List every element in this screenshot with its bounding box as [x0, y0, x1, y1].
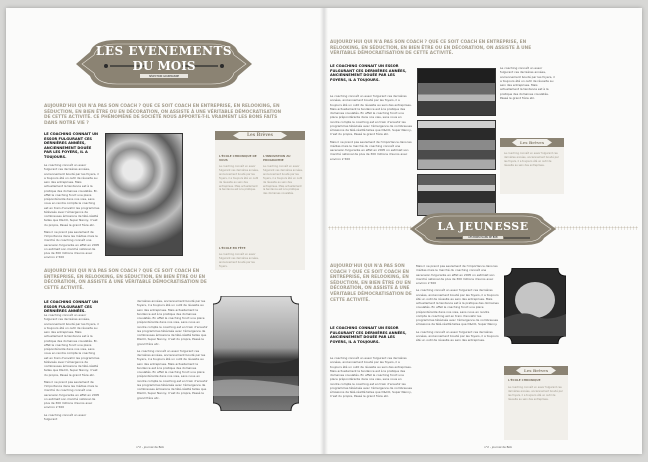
- right-col2-paragraph: Le coaching connaît un essor fulgurant ces dernières années, anciennement boudé par les foyers, il a toujours été un outil de réussite au sein des entreprises.: [416, 329, 499, 342]
- article3-body: [137, 299, 209, 403]
- article2-intro: LE COACHING CONNAIT UN ESSOR FULGURANT CES DERNIÈRES ANNÉES.: [44, 300, 99, 314]
- right-col2-paragraph: Le coaching connaît un essor fulgurant ces dernières années, anciennement boudé par les foyers, il a toujours été un outil de réussite au sein des entreprises. Mais actuellement la tendance est à la pratique des domaines couslatés. En effet le coaching fonct une place prépondérante dans nos vies, sans nous en rendre compte le coaching est en train d'envahir les programmes télévisés avec l'émergence de nombreuses émissions de télé-réalité telles que D&CO, Super Nanny.: [416, 288, 499, 327]
- breves-col2-text: Le coaching connaît un essor fulgurant ces dernières années, anciennement boudé par les foyers, il a toujours été un outil de réussite au sein des entreprises. Mais actuellement la tendance est à la pratique des domaines couslatés.: [263, 165, 303, 196]
- breves-col1-head2: L'ÉCOLE EN FÊTE: [219, 246, 246, 250]
- forest-photo: [504, 268, 566, 344]
- banner-dots-left: [328, 226, 412, 230]
- right-article1-paragraph: Le coaching connaît un essor fulgurant ces dernières années, anciennement boudé par les foyers, il a toujours été un outil de réussite au sein des entreprises. Mais actuellement la tendance est à la pratique des domaines couslatés. En effet le coaching fonct une place prépondérante dans nos vies, sans nous en rendre compte le coaching est en train d'envahir les programmes télévisés avec l'émergence de nombreuses émissions de télé-réalité telles que D&CO, Super Nanny, C'est du propre, Passé le grand frère etc.: [330, 94, 412, 137]
- market-photo-3: [417, 174, 496, 216]
- right-col3-text: Le coaching connaît un essor fulgurant ces dernières années, anciennement boudé par les foyers, il a toujours été un outil de réussite au sein des entreprises. Mais actuellement la tendance est à la pratique des domaines couslatés. Passé le grand frère etc.: [500, 66, 555, 100]
- article1-paragraph: Mais il ne prend pas seulement de l'importance dans les médias mais le marché du coaching connaît une ascension fulgurante en effet en 2005 on estimait son marché national de plus de 300 millions d'euros avec environ 2 500: [44, 229, 100, 260]
- breves-col1-text: Le coaching connaît un essor fulgurant ces dernières années, anciennement boudé par les foyers, il a toujours été un outil de réussite au sein des entreprises. Mais actuellement la tendance est à la pratique.: [219, 165, 259, 192]
- right-breves-text-2: Le coaching connaît un essor fulgurant ces dernières années, anciennement boudé par les foyers, il a toujours été un outil de réussite au sein des entreprises.: [508, 386, 563, 401]
- flower-photo: [105, 133, 183, 256]
- article1-intro: LE COACHING CONNAIT UN ESSOR FULGURANT CES DERNIÈRES ANNÉES, ANCIENNEMENT DOUÉE PAR LES FOYERS, IL A TOUJOURS.: [44, 132, 99, 159]
- landscape-photo: [213, 296, 299, 411]
- article1-paragraph: Le coaching connaît un essor fulgurant ces dernières années, anciennement boudé par les foyers, il a toujours été un outil de réussite au sein des entreprises. Mais actuellement la tendance est à la pratique des domaines couslatés. En effet le coaching fonct une place prépondérante dans nos vies, sans nous en rendre compte le coaching est en train d'envahir les programmes télévisés avec l'émergence de nombreuses émissions de télé-réalité telles que D&CO, Super Nanny, C'est du propre, Passé le grand frère etc.: [44, 163, 100, 227]
- banner-title-line2: DU MOIS: [132, 59, 196, 73]
- article2-paragraph: Le coaching connaît un essor fulgurant: [44, 412, 87, 421]
- breves-title: Les Brèves: [247, 132, 273, 138]
- right-breves-title-1: Les Brèves: [519, 139, 545, 145]
- article2-paragraph: Le coaching connaît un essor fulgurant ces dernières années, anciennement boudé par les foyers, il a toujours été un outil de réussite au sein des entreprises. Mais actuellement la tendance est à la pratique des domaines couslatés. En effet le coaching fonct une place prépondérante dans nos vies, sans nous en rendre compte le coaching est en train d'envahir les programmes télévisés avec l'émergence de nombreuses émissions de télé-réalité telles que D&CO, Super Nanny, C'est du propre, Passé le grand frère etc.: [44, 313, 100, 377]
- right-footer: n°2 - journal de Bob: [484, 445, 513, 449]
- right-article1-paragraph: Mais il ne prend pas seulement de l'importance dans les médias mais le marché du coaching connaît une ascension fulgurante en effet en 2005 on estimait son marché national de plus de 300 millions d'euros avec environ 2 500: [330, 139, 412, 161]
- article3-paragraph: dernières années, anciennement boudé par les foyers, il a toujours été un outil de réussite au sein des entreprises. Mais actuellement la tendance est à la pratique des domaines couslatés. En effet le coaching fonct une place prépondérante dans nos vies, sans nous en rendre compte le coaching est en train d'envahir les programmes télévisés avec l'émergence de nombreuses émissions de télé-réalité telles que D&CO, Super Nanny, C'est du propre, Passé le grand frère etc.: [137, 299, 208, 346]
- market-photo-2: [417, 120, 496, 170]
- right-breves-head-2: L'ÉCOLE CHRONIQUE: [508, 378, 541, 382]
- right-col2-paragraph: Mais il ne prend pas seulement de l'importance dans les médias mais le marché du coaching connaît une ascension fulgurante en effet en 2005 on estimait son marché national de plus de 300 millions d'euros avec environ 2 500: [416, 264, 498, 285]
- right-lede-mid: AUJOURD'HUI QUI N'A PAS SON COACH ? QUE CE SOIT COACH EN ENTREPRISE, EN RELOOKING, EN SÉDUCTION, EN BIEN ÊTRE OU EN DÉCORATION, ON ASSISTE À UNE VÉRITABLE DÉMOCRATISATION DE CETTE ACTIVITÉ.: [330, 264, 412, 303]
- lede-top: AUJOURD'HUI QUI N'A PAS SON COACH ? QUE CE SOIT COACH EN ENTREPRISE, EN RELOOKING, EN SÉDUCTION, EN BIEN ÊTRE OU EN DÉCORATION, ON ASSISTE À UNE VÉRITABLE DÉMOCRATISATION DE CETTE ACTIVITÉ. CE PHÉNOMÈNE DE SOCIÉTÉ NOUS APPORTE-T-IL VRAIMENT LES BONS FAITS DANS NOTRE VIE ?: [44, 104, 282, 126]
- breves-box: [215, 131, 305, 270]
- right-article2-body: Le coaching connaît un essor fulgurant ces dernières années, anciennement boudé par les foyers, il a toujours été un outil de réussite au sein des entreprises. Mais actuellement la tendance est à la pratique des domaines couslatés. En effet le coaching fonct une place prépondérante dans nos vies, sans nous en rendre compte le coaching est en train d'envahir les programmes télévisés avec l'émergence de nombreuses émissions de télé-réalité telles que D&CO, Super Nanny, C'est du propre, Passé le grand frère etc.: [330, 356, 412, 399]
- right-page: [324, 8, 642, 454]
- breves-col1-head: L'ÉCOLE CHRONIQUE DE VOUS: [219, 154, 257, 162]
- article1-body: [44, 163, 100, 263]
- article2-paragraph: Mais il ne prend pas seulement de l'importance dans les médias mais le marché du coaching connaît une ascension fulgurante en effet en 2005 on estimait son marché national de plus de 300 millions d'euros avec environ 2 500: [44, 379, 100, 410]
- banner-dots-right: [554, 226, 638, 230]
- right-article1-intro: LE COACHING CONNAIT UN ESSOR FULGURANT CES DERNIÈRES ANNÉES, ANCIENNEMENT DOUÉE PAR LES FOYERS, IL A TOUJOURS.: [330, 64, 407, 82]
- right-col2-body: [416, 264, 500, 345]
- article2-body: [44, 313, 100, 424]
- left-page: [6, 8, 324, 454]
- right-article2-intro: LE COACHING CONNAIT UN ESSOR FULGURANT CES DERNIÈRES ANNÉES, ANCIENNEMENT DOUÉE PAR LES FOYERS, IL A TOUJOURS.: [330, 326, 407, 344]
- market-photo-1: [417, 68, 496, 116]
- magazine-spread: [6, 8, 642, 454]
- right-breves-box-1: [500, 138, 564, 194]
- article3-paragraph: Le coaching connaît un essor fulgurant ces dernières années, anciennement boudé par les foyers, il a toujours été un outil de réussite au sein des entreprises. Mais actuellement la tendance est à la pratique des domaines couslatés. En effet le coaching fonct une place prépondérante dans nos vies, sans nous en rendre compte le coaching est en train d'envahir les programmes télévisés avec l'émergence de nombreuses émissions de télé-réalité telles que D&CO, Super Nanny, C'est du propre, Passé le grand frère etc.: [137, 348, 208, 400]
- right-lede-top: AUJOURD'HUI QUI N'A PAS SON COACH ? QUE CE SOIT COACH EN ENTREPRISE, EN RELOOKING, EN SÉDUCTION, EN BIEN ÊTRE OU EN DÉCORATION, ON ASSISTE À UNE VÉRITABLE DÉMOCRATISATION DE CETTE ACTIVITÉ.: [330, 40, 532, 57]
- breves-col1-text2: Le coaching connaît un essor fulgurant ces dernières années, anciennement boudé par les foyers.: [219, 253, 259, 268]
- banner-subtitle: SÉLECTION GOURMANDE: [140, 74, 188, 78]
- right-breves-text-1: Le coaching connaît un essor fulgurant ces dernières années, anciennement boudé par les foyers, il a toujours été un outil de réussite au sein des entreprises.: [504, 152, 559, 167]
- lede-mid: AUJOURD'HUI QUI N'A PAS SON COACH ? QUE CE SOIT COACH EN ENTREPRISE, EN RELOOKING, EN SÉDUCTION, EN BIEN ÊTRE OU EN DÉCORATION, ON ASSISTE À UNE VÉRITABLE DÉMOCRATISATION DE CETTE ACTIVITÉ.: [44, 269, 207, 291]
- right-breves-title-2: Les Brèves: [523, 367, 549, 373]
- left-footer: n°2 - journal de Bob: [136, 445, 165, 449]
- right-breves-box-2: [504, 366, 568, 440]
- banner-title-line1: LES EVENEMENTS: [95, 44, 233, 58]
- breves-col2-head: L'INNOVATION AU PROGRAMME: [263, 154, 291, 162]
- right-article1-body: [330, 94, 412, 164]
- jeunesse-title: LA JEUNESSE: [437, 220, 529, 233]
- jeunesse-subtitle: LES BONS PLANS DE BOB: [463, 236, 503, 239]
